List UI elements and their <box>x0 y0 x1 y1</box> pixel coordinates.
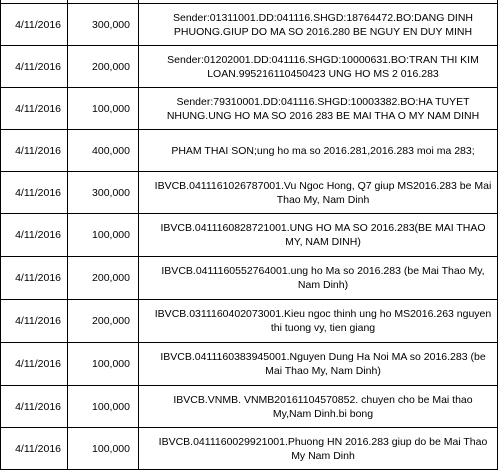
table-row <box>1 257 498 300</box>
table-row <box>1 386 498 428</box>
table-row <box>1 130 498 172</box>
table-row <box>1 343 498 386</box>
description-cell: PHAM THAI SON;ung ho ma so 2016.281,2016.283 moi ma 283; <box>139 130 498 172</box>
date-cell: 4/11/2016 <box>1 172 68 214</box>
table-row <box>1 4 498 46</box>
description-cell: IBVCB.VNMB. VNMB20161104570852. chuyen cho be Mai thao My,Nam Dinh.bi bong <box>139 386 498 428</box>
description-cell: Sender:01311001.DD:041116.SHGD:18764472.BO:DANG DINH PHUONG.GIUP DO MA SO 2016.280 BE NGUY EN DUY MINH <box>139 4 498 46</box>
amount-cell: 100,000 <box>68 343 139 386</box>
description-cell: IBVCB.0411161026787001.Vu Ngoc Hong, Q7 giup MS2016.283 be Mai Thao My, Nam Dinh <box>139 172 498 214</box>
amount-cell: 200,000 <box>68 257 139 300</box>
amount-cell: 100,000 <box>68 88 139 130</box>
amount-cell: 200,000 <box>68 300 139 343</box>
amount-cell: 100,000 <box>68 386 139 428</box>
table-row <box>1 214 498 257</box>
description-cell: IBVCB.0411160029921001.Phuong HN 2016.283 giup do be Mai Thao My Nam Dinh <box>139 428 498 470</box>
description-cell: IBVCB.0411160383945001.Nguyen Dung Ha Noi MA so 2016.283 (be Mai Thao My, Nam Dinh) <box>139 343 498 386</box>
date-cell: 4/11/2016 <box>1 300 68 343</box>
date-cell: 4/11/2016 <box>1 130 68 172</box>
description-cell: IBVCB.0411160552764001.ung ho Ma so 2016.283 (be Mai Thao My, Nam Dinh) <box>139 257 498 300</box>
date-cell: 4/11/2016 <box>1 46 68 88</box>
date-cell: 4/11/2016 <box>1 428 68 470</box>
description-cell: Sender:79310001.DD:041116.SHGD:10003382.BO:HA TUYET NHUNG.UNG HO MA SO 2016 283 BE MAI THA O MY NAM DINH <box>139 88 498 130</box>
description-cell <box>139 0 498 4</box>
table-row <box>1 300 498 343</box>
table-row <box>1 428 498 470</box>
table-row <box>1 46 498 88</box>
description-cell: IBVCB.0311160402073001.Kieu ngoc thinh ung ho MS2016.263 nguyen thi tuong vy, tien giang <box>139 300 498 343</box>
date-cell: 4/11/2016 <box>1 88 68 130</box>
description-cell: IBVCB.0411160828721001.UNG HO MA SO 2016.283(BE MAI THAO MY, NAM DINH) <box>139 214 498 257</box>
date-cell: 4/11/2016 <box>1 257 68 300</box>
date-cell: 4/11/2016 <box>1 386 68 428</box>
amount-cell: 400,000 <box>68 130 139 172</box>
table-row <box>1 172 498 214</box>
description-cell: Sender:01202001.DD:041116.SHGD:10000631.BO:TRAN THI KIM LOAN.995216110450423 UNG HO MS 2 016.283 <box>139 46 498 88</box>
date-cell: 4/11/2016 <box>1 214 68 257</box>
amount-cell: 200,000 <box>68 46 139 88</box>
amount-cell: 300,000 <box>68 172 139 214</box>
table-row <box>1 88 498 130</box>
amount-cell: 100,000 <box>68 214 139 257</box>
date-cell: 4/11/2016 <box>1 343 68 386</box>
amount-cell: 100,000 <box>68 428 139 470</box>
amount-cell: 300,000 <box>68 4 139 46</box>
date-cell: 4/11/2016 <box>1 4 68 46</box>
